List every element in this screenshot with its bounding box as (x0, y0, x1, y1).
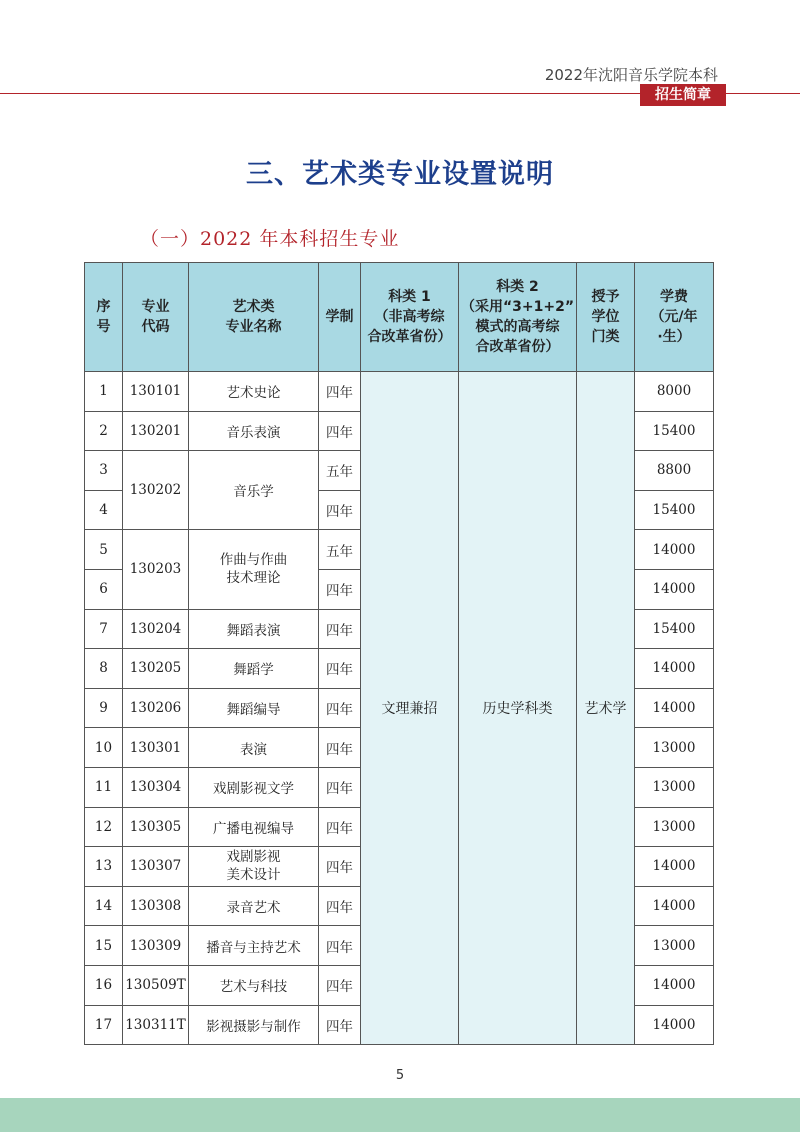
major-name: 作曲与作曲 技术理论 (189, 530, 319, 609)
row-no: 14 (85, 886, 123, 926)
row-no: 1 (85, 372, 123, 412)
major-name: 艺术史论 (189, 372, 319, 412)
study-years: 四年 (319, 411, 361, 451)
major-code: 130206 (123, 688, 189, 728)
study-years: 五年 (319, 451, 361, 491)
tuition-fee: 14000 (635, 1005, 714, 1045)
study-years: 四年 (319, 926, 361, 966)
category2-merged-cell: 历史学科类 (459, 372, 577, 1045)
major-code: 130509T (123, 965, 189, 1005)
major-name: 表演 (189, 728, 319, 768)
page-number: 5 (395, 1068, 405, 1083)
major-name: 舞蹈表演 (189, 609, 319, 649)
tuition-fee: 8000 (635, 372, 714, 412)
row-no: 11 (85, 767, 123, 807)
tuition-fee: 14000 (635, 886, 714, 926)
major-name: 录音艺术 (189, 886, 319, 926)
major-code: 130304 (123, 767, 189, 807)
study-years: 四年 (319, 807, 361, 847)
major-name: 广播电视编导 (189, 807, 319, 847)
row-no: 15 (85, 926, 123, 966)
tuition-fee: 15400 (635, 411, 714, 451)
row-no: 12 (85, 807, 123, 847)
col-header-category2: 科类 2 （采用“3+1+2” 模式的高考综 合改革省份） (459, 263, 577, 372)
tuition-fee: 14000 (635, 649, 714, 689)
row-no: 13 (85, 847, 123, 887)
major-name: 戏剧影视文学 (189, 767, 319, 807)
major-code: 130203 (123, 530, 189, 609)
row-no: 8 (85, 649, 123, 689)
major-code: 130309 (123, 926, 189, 966)
study-years: 四年 (319, 688, 361, 728)
category1-merged-cell: 文理兼招 (361, 372, 459, 1045)
tuition-fee: 13000 (635, 807, 714, 847)
study-years: 四年 (319, 1005, 361, 1045)
col-header-category1: 科类 1 （非高考综 合改革省份） (361, 263, 459, 372)
major-name: 舞蹈编导 (189, 688, 319, 728)
tuition-fee: 14000 (635, 965, 714, 1005)
col-header-degree: 授予 学位 门类 (577, 263, 635, 372)
row-no: 5 (85, 530, 123, 570)
section-title: （一）2022 年本科招生专业 (140, 228, 400, 250)
header-rule-tail (726, 93, 800, 94)
study-years: 四年 (319, 609, 361, 649)
study-years: 四年 (319, 886, 361, 926)
study-years: 四年 (319, 767, 361, 807)
tuition-fee: 14000 (635, 530, 714, 570)
table-row (85, 372, 714, 412)
row-no: 16 (85, 965, 123, 1005)
tuition-fee: 13000 (635, 767, 714, 807)
major-name: 艺术与科技 (189, 965, 319, 1005)
major-name: 音乐表演 (189, 411, 319, 451)
row-no: 17 (85, 1005, 123, 1045)
study-years: 四年 (319, 728, 361, 768)
col-header-years: 学制 (319, 263, 361, 372)
tuition-fee: 15400 (635, 609, 714, 649)
major-code: 130305 (123, 807, 189, 847)
major-name: 播音与主持艺术 (189, 926, 319, 966)
row-no: 6 (85, 569, 123, 609)
row-no: 9 (85, 688, 123, 728)
tuition-fee: 13000 (635, 728, 714, 768)
degree-merged-cell: 艺术学 (577, 372, 635, 1045)
major-name: 戏剧影视 美术设计 (189, 847, 319, 887)
tuition-fee: 14000 (635, 847, 714, 887)
col-header-no: 序 号 (85, 263, 123, 372)
row-no: 3 (85, 451, 123, 491)
study-years: 四年 (319, 490, 361, 530)
major-code: 130101 (123, 372, 189, 412)
major-code: 130202 (123, 451, 189, 530)
header-band: 招生简章 (640, 84, 726, 106)
study-years: 四年 (319, 847, 361, 887)
major-name: 舞蹈学 (189, 649, 319, 689)
major-code: 130205 (123, 649, 189, 689)
tuition-fee: 14000 (635, 688, 714, 728)
major-code: 130301 (123, 728, 189, 768)
major-name: 音乐学 (189, 451, 319, 530)
row-no: 2 (85, 411, 123, 451)
tuition-fee: 15400 (635, 490, 714, 530)
study-years: 四年 (319, 569, 361, 609)
study-years: 五年 (319, 530, 361, 570)
major-code: 130311T (123, 1005, 189, 1045)
col-header-name: 艺术类 专业名称 (189, 263, 319, 372)
row-no: 10 (85, 728, 123, 768)
table-header-row (85, 263, 714, 372)
major-code: 130307 (123, 847, 189, 887)
admissions-table (84, 262, 714, 1045)
page-title: 三、艺术类专业设置说明 (246, 159, 554, 190)
study-years: 四年 (319, 649, 361, 689)
brochure-header-title: 2022年沈阳音乐学院本科 (544, 66, 718, 84)
major-code: 130308 (123, 886, 189, 926)
major-code: 130201 (123, 411, 189, 451)
tuition-fee: 14000 (635, 569, 714, 609)
major-code: 130204 (123, 609, 189, 649)
row-no: 4 (85, 490, 123, 530)
row-no: 7 (85, 609, 123, 649)
footer-band (0, 1098, 800, 1132)
major-name: 影视摄影与制作 (189, 1005, 319, 1045)
tuition-fee: 13000 (635, 926, 714, 966)
header-rule (0, 93, 640, 94)
study-years: 四年 (319, 372, 361, 412)
col-header-fee: 学费 （元/年 ·生） (635, 263, 714, 372)
col-header-code: 专业 代码 (123, 263, 189, 372)
study-years: 四年 (319, 965, 361, 1005)
tuition-fee: 8800 (635, 451, 714, 491)
